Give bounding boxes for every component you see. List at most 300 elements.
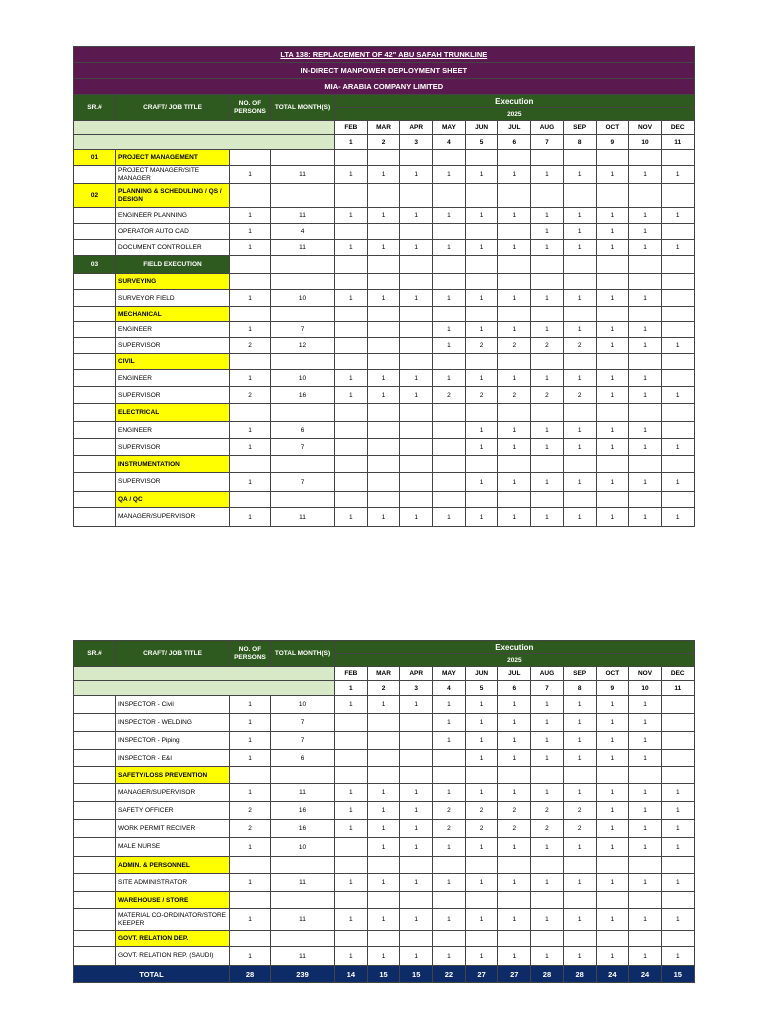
sr-cell bbox=[74, 820, 116, 838]
month-value: 1 bbox=[367, 290, 400, 307]
month-value: 2 bbox=[498, 387, 531, 404]
month-value: 1 bbox=[433, 370, 466, 387]
job-title: ENGINEER bbox=[116, 422, 230, 439]
month-value: 1 bbox=[433, 508, 466, 527]
empty-cell bbox=[367, 307, 400, 322]
empty-cell bbox=[367, 492, 400, 508]
empty-cell bbox=[271, 857, 335, 874]
total-row bbox=[74, 966, 695, 983]
empty-cell bbox=[433, 274, 466, 290]
month-value: 1 bbox=[465, 732, 498, 750]
month-value: 1 bbox=[335, 387, 368, 404]
sr-cell bbox=[74, 784, 116, 802]
row-insp_pipe bbox=[74, 732, 695, 750]
month-value: 1 bbox=[367, 508, 400, 527]
empty-cell bbox=[498, 256, 531, 274]
month-value: 1 bbox=[563, 750, 596, 767]
month-value: 2 bbox=[563, 338, 596, 354]
month-value: 1 bbox=[433, 732, 466, 750]
month-value: 1 bbox=[629, 714, 662, 732]
t2-months-row bbox=[74, 667, 695, 681]
month-value bbox=[400, 714, 433, 732]
empty-cell bbox=[629, 857, 662, 874]
month-value: 1 bbox=[400, 838, 433, 857]
month-value: 1 bbox=[596, 714, 629, 732]
month-value bbox=[335, 224, 368, 240]
empty-cell bbox=[335, 184, 368, 208]
empty-cell bbox=[400, 456, 433, 473]
total-months-cell: 7 bbox=[271, 732, 335, 750]
row-qa_mgr bbox=[74, 508, 695, 527]
month-number: 6 bbox=[498, 135, 531, 150]
empty-cell bbox=[563, 307, 596, 322]
month-value: 1 bbox=[367, 387, 400, 404]
month-value bbox=[400, 473, 433, 492]
month-value: 1 bbox=[563, 714, 596, 732]
persons-cell: 1 bbox=[230, 714, 271, 732]
empty-cell bbox=[335, 931, 368, 947]
month-header: JUL bbox=[498, 667, 531, 681]
month-value: 1 bbox=[498, 732, 531, 750]
month-header: JUN bbox=[465, 121, 498, 135]
month-value: 1 bbox=[367, 696, 400, 714]
row-insp_civil bbox=[74, 696, 695, 714]
empty-cell bbox=[230, 857, 271, 874]
section-sr bbox=[74, 892, 116, 909]
section-field-execution bbox=[74, 256, 695, 274]
month-header: FEB bbox=[335, 667, 368, 681]
empty-cell bbox=[400, 857, 433, 874]
month-value: 2 bbox=[531, 338, 564, 354]
total-months-cell: 11 bbox=[271, 947, 335, 966]
month-value: 1 bbox=[367, 784, 400, 802]
empty-cell bbox=[498, 931, 531, 947]
job-title: SAFETY OFFICER bbox=[116, 802, 230, 820]
month-value: 1 bbox=[661, 387, 694, 404]
sr-header: SR.# bbox=[74, 95, 116, 121]
empty-cell bbox=[230, 307, 271, 322]
month-number: 7 bbox=[531, 135, 564, 150]
month-value: 1 bbox=[367, 370, 400, 387]
month-value: 1 bbox=[661, 802, 694, 820]
empty-cell bbox=[230, 892, 271, 909]
empty-cell bbox=[531, 150, 564, 166]
empty-cell bbox=[271, 404, 335, 422]
manpower-table-2 bbox=[73, 640, 695, 983]
empty-cell bbox=[563, 492, 596, 508]
blank-band bbox=[74, 681, 335, 696]
month-value bbox=[661, 750, 694, 767]
month-value: 1 bbox=[563, 784, 596, 802]
month-value: 1 bbox=[498, 909, 531, 931]
t1-months-row bbox=[74, 121, 695, 135]
month-value: 1 bbox=[661, 439, 694, 456]
month-value: 1 bbox=[433, 166, 466, 184]
job-title: GOVT. RELATION REP. (SAUDI) bbox=[116, 947, 230, 966]
month-value: 1 bbox=[563, 696, 596, 714]
month-value: 1 bbox=[498, 508, 531, 527]
empty-cell bbox=[335, 492, 368, 508]
empty-cell bbox=[400, 274, 433, 290]
empty-cell bbox=[335, 767, 368, 784]
month-value: 1 bbox=[629, 208, 662, 224]
section-mechanical bbox=[74, 307, 695, 322]
section-govt bbox=[74, 931, 695, 947]
row-mat_coord bbox=[74, 909, 695, 931]
total-months-cell: 12 bbox=[271, 338, 335, 354]
empty-cell bbox=[230, 931, 271, 947]
month-value: 1 bbox=[563, 224, 596, 240]
craft-header: CRAFT/ JOB TITLE bbox=[116, 641, 230, 667]
month-value: 1 bbox=[629, 166, 662, 184]
empty-cell bbox=[465, 150, 498, 166]
month-number: 4 bbox=[433, 681, 466, 696]
empty-cell bbox=[629, 456, 662, 473]
job-title: MANAGER/SUPERVISOR bbox=[116, 508, 230, 527]
month-value: 1 bbox=[335, 802, 368, 820]
month-value bbox=[465, 224, 498, 240]
empty-cell bbox=[596, 307, 629, 322]
month-value: 1 bbox=[596, 338, 629, 354]
t2-month-num-row bbox=[74, 681, 695, 696]
month-value: 1 bbox=[465, 473, 498, 492]
total-months-header: TOTAL MONTH(S) bbox=[271, 641, 335, 667]
month-value bbox=[400, 338, 433, 354]
total-persons: 28 bbox=[230, 966, 271, 983]
month-number: 7 bbox=[531, 681, 564, 696]
total-label: TOTAL bbox=[74, 966, 230, 983]
month-number: 9 bbox=[596, 135, 629, 150]
month-value: 1 bbox=[596, 909, 629, 931]
month-value: 1 bbox=[563, 732, 596, 750]
sr-cell bbox=[74, 947, 116, 966]
month-value bbox=[400, 750, 433, 767]
month-value: 2 bbox=[433, 387, 466, 404]
empty-cell bbox=[596, 404, 629, 422]
row-elec_sup bbox=[74, 439, 695, 456]
month-value bbox=[400, 422, 433, 439]
row-op_cad bbox=[74, 224, 695, 240]
month-value: 1 bbox=[629, 387, 662, 404]
job-title: SITE ADMINISTRATOR bbox=[116, 874, 230, 892]
month-value bbox=[400, 322, 433, 338]
month-value: 1 bbox=[400, 820, 433, 838]
month-value: 1 bbox=[563, 473, 596, 492]
empty-cell bbox=[531, 274, 564, 290]
empty-cell bbox=[596, 256, 629, 274]
empty-cell bbox=[271, 931, 335, 947]
empty-cell bbox=[465, 354, 498, 370]
month-value bbox=[335, 473, 368, 492]
month-value: 1 bbox=[596, 439, 629, 456]
month-value bbox=[661, 290, 694, 307]
persons-cell: 1 bbox=[230, 784, 271, 802]
month-value: 1 bbox=[433, 338, 466, 354]
month-value: 1 bbox=[498, 370, 531, 387]
empty-cell bbox=[230, 150, 271, 166]
month-header: NOV bbox=[629, 121, 662, 135]
month-header: MAR bbox=[367, 121, 400, 135]
month-value bbox=[367, 338, 400, 354]
empty-cell bbox=[433, 256, 466, 274]
section-label: INSTRUMENTATION bbox=[116, 456, 230, 473]
empty-cell bbox=[367, 404, 400, 422]
empty-cell bbox=[498, 857, 531, 874]
empty-cell bbox=[531, 256, 564, 274]
empty-cell bbox=[335, 150, 368, 166]
month-value bbox=[367, 732, 400, 750]
section-surveying bbox=[74, 274, 695, 290]
empty-cell bbox=[335, 857, 368, 874]
persons-cell: 1 bbox=[230, 874, 271, 892]
month-value: 1 bbox=[563, 508, 596, 527]
total-months-cell: 7 bbox=[271, 473, 335, 492]
month-value: 1 bbox=[563, 240, 596, 256]
month-value: 1 bbox=[400, 508, 433, 527]
empty-cell bbox=[629, 767, 662, 784]
month-value: 1 bbox=[465, 439, 498, 456]
empty-cell bbox=[400, 892, 433, 909]
job-title: MATERIAL CO-ORDINATOR/STORE KEEPER bbox=[116, 909, 230, 931]
job-title: MANAGER/SUPERVISOR bbox=[116, 784, 230, 802]
month-value: 1 bbox=[531, 508, 564, 527]
t1-month-num-row bbox=[74, 135, 695, 150]
empty-cell bbox=[563, 274, 596, 290]
month-value: 1 bbox=[563, 909, 596, 931]
month-value: 1 bbox=[596, 370, 629, 387]
month-value: 1 bbox=[400, 208, 433, 224]
empty-cell bbox=[465, 404, 498, 422]
empty-cell bbox=[400, 404, 433, 422]
month-value: 1 bbox=[661, 784, 694, 802]
empty-cell bbox=[498, 307, 531, 322]
month-value: 1 bbox=[661, 909, 694, 931]
month-value: 1 bbox=[400, 290, 433, 307]
job-title: INSPECTOR - Civil bbox=[116, 696, 230, 714]
empty-cell bbox=[629, 492, 662, 508]
empty-cell bbox=[563, 767, 596, 784]
section-label: QA / QC bbox=[116, 492, 230, 508]
row-eng_plan bbox=[74, 208, 695, 224]
month-value: 1 bbox=[531, 322, 564, 338]
month-value: 1 bbox=[596, 508, 629, 527]
month-value: 2 bbox=[531, 820, 564, 838]
empty-cell bbox=[271, 456, 335, 473]
empty-cell bbox=[335, 307, 368, 322]
month-value: 1 bbox=[629, 838, 662, 857]
empty-cell bbox=[271, 354, 335, 370]
empty-cell bbox=[465, 456, 498, 473]
month-number: 11 bbox=[661, 135, 694, 150]
section-label: SURVEYING bbox=[116, 274, 230, 290]
month-number: 1 bbox=[335, 681, 368, 696]
empty-cell bbox=[498, 274, 531, 290]
month-value: 1 bbox=[661, 947, 694, 966]
month-value: 1 bbox=[629, 750, 662, 767]
month-value: 1 bbox=[367, 909, 400, 931]
empty-cell bbox=[596, 767, 629, 784]
empty-cell bbox=[400, 150, 433, 166]
month-value: 1 bbox=[400, 802, 433, 820]
month-value: 1 bbox=[400, 240, 433, 256]
persons-cell: 1 bbox=[230, 439, 271, 456]
month-value: 2 bbox=[498, 338, 531, 354]
month-value bbox=[661, 696, 694, 714]
month-value: 1 bbox=[531, 947, 564, 966]
empty-cell bbox=[596, 892, 629, 909]
month-header: NOV bbox=[629, 667, 662, 681]
job-title: SUPERVISOR bbox=[116, 338, 230, 354]
empty-cell bbox=[400, 767, 433, 784]
empty-cell bbox=[563, 404, 596, 422]
month-value: 1 bbox=[367, 838, 400, 857]
month-number: 11 bbox=[661, 681, 694, 696]
month-value bbox=[433, 224, 466, 240]
month-value: 1 bbox=[531, 439, 564, 456]
section-sr bbox=[74, 857, 116, 874]
month-header: AUG bbox=[531, 121, 564, 135]
month-value: 1 bbox=[400, 696, 433, 714]
row-insp_ei bbox=[74, 750, 695, 767]
empty-cell bbox=[531, 307, 564, 322]
sr-cell bbox=[74, 370, 116, 387]
section-project-management bbox=[74, 150, 695, 166]
month-header: APR bbox=[400, 121, 433, 135]
empty-cell bbox=[367, 892, 400, 909]
total-months: 239 bbox=[271, 966, 335, 983]
empty-cell bbox=[498, 456, 531, 473]
empty-cell bbox=[335, 404, 368, 422]
empty-cell bbox=[433, 931, 466, 947]
persons-cell: 1 bbox=[230, 322, 271, 338]
month-value: 1 bbox=[531, 838, 564, 857]
job-title: ENGINEER PLANNING bbox=[116, 208, 230, 224]
empty-cell bbox=[230, 767, 271, 784]
empty-cell bbox=[271, 274, 335, 290]
month-value: 1 bbox=[367, 240, 400, 256]
persons-cell: 1 bbox=[230, 208, 271, 224]
empty-cell bbox=[400, 184, 433, 208]
month-value bbox=[433, 422, 466, 439]
month-value: 1 bbox=[465, 947, 498, 966]
month-value: 1 bbox=[563, 874, 596, 892]
month-header: MAY bbox=[433, 667, 466, 681]
sr-cell bbox=[74, 439, 116, 456]
month-value: 1 bbox=[335, 166, 368, 184]
row-inst_sup bbox=[74, 473, 695, 492]
empty-cell bbox=[367, 857, 400, 874]
month-header: DEC bbox=[661, 121, 694, 135]
month-value: 1 bbox=[531, 732, 564, 750]
job-title: SUPERVISOR bbox=[116, 439, 230, 456]
empty-cell bbox=[661, 404, 694, 422]
month-value bbox=[367, 714, 400, 732]
total-month-value: 15 bbox=[661, 966, 694, 983]
month-value: 1 bbox=[400, 387, 433, 404]
month-value: 1 bbox=[433, 322, 466, 338]
month-value: 1 bbox=[596, 750, 629, 767]
empty-cell bbox=[433, 492, 466, 508]
empty-cell bbox=[335, 256, 368, 274]
month-header: MAR bbox=[367, 667, 400, 681]
row-elec_eng bbox=[74, 422, 695, 439]
total-months-cell: 11 bbox=[271, 909, 335, 931]
month-value: 2 bbox=[531, 387, 564, 404]
section-label: MECHANICAL bbox=[116, 307, 230, 322]
section-label: FIELD EXECUTION bbox=[116, 256, 230, 274]
month-value: 1 bbox=[596, 322, 629, 338]
section-sr bbox=[74, 307, 116, 322]
empty-cell bbox=[271, 767, 335, 784]
empty-cell bbox=[661, 857, 694, 874]
month-value: 1 bbox=[531, 370, 564, 387]
empty-cell bbox=[629, 256, 662, 274]
month-value: 1 bbox=[498, 322, 531, 338]
persons-cell: 1 bbox=[230, 422, 271, 439]
month-value bbox=[498, 224, 531, 240]
month-value: 1 bbox=[563, 208, 596, 224]
section-safety bbox=[74, 767, 695, 784]
total-month-value: 24 bbox=[629, 966, 662, 983]
month-value: 1 bbox=[596, 802, 629, 820]
empty-cell bbox=[230, 274, 271, 290]
month-value: 1 bbox=[367, 208, 400, 224]
empty-cell bbox=[230, 184, 271, 208]
month-value: 1 bbox=[498, 473, 531, 492]
month-value: 1 bbox=[563, 370, 596, 387]
empty-cell bbox=[433, 307, 466, 322]
month-number: 8 bbox=[563, 135, 596, 150]
month-value: 1 bbox=[596, 820, 629, 838]
month-value bbox=[367, 322, 400, 338]
month-value bbox=[433, 439, 466, 456]
section-sr: 01 bbox=[74, 150, 116, 166]
empty-cell bbox=[531, 767, 564, 784]
sr-cell bbox=[74, 508, 116, 527]
month-value: 1 bbox=[465, 874, 498, 892]
title-text: LTA 138: REPLACEMENT OF 42" ABU SAFAH TRUNKLINE bbox=[280, 50, 488, 59]
empty-cell bbox=[661, 892, 694, 909]
month-value: 1 bbox=[465, 370, 498, 387]
month-value: 1 bbox=[433, 714, 466, 732]
month-header: OCT bbox=[596, 121, 629, 135]
empty-cell bbox=[563, 256, 596, 274]
month-value: 1 bbox=[433, 208, 466, 224]
month-value: 1 bbox=[400, 784, 433, 802]
month-value bbox=[335, 714, 368, 732]
row-mech_sup bbox=[74, 338, 695, 354]
empty-cell bbox=[400, 492, 433, 508]
month-value: 1 bbox=[433, 909, 466, 931]
month-value: 1 bbox=[498, 439, 531, 456]
row-insp_weld bbox=[74, 714, 695, 732]
month-value: 1 bbox=[465, 714, 498, 732]
sr-cell bbox=[74, 802, 116, 820]
month-number: 3 bbox=[400, 135, 433, 150]
month-value: 1 bbox=[335, 208, 368, 224]
month-value: 1 bbox=[335, 240, 368, 256]
month-value: 1 bbox=[563, 947, 596, 966]
empty-cell bbox=[498, 767, 531, 784]
month-value bbox=[367, 439, 400, 456]
month-header: MAY bbox=[433, 121, 466, 135]
month-value: 1 bbox=[629, 322, 662, 338]
month-value: 1 bbox=[498, 874, 531, 892]
title-row bbox=[74, 47, 695, 63]
job-title: INSPECTOR - WELDING bbox=[116, 714, 230, 732]
month-value bbox=[661, 732, 694, 750]
total-months-cell: 16 bbox=[271, 820, 335, 838]
